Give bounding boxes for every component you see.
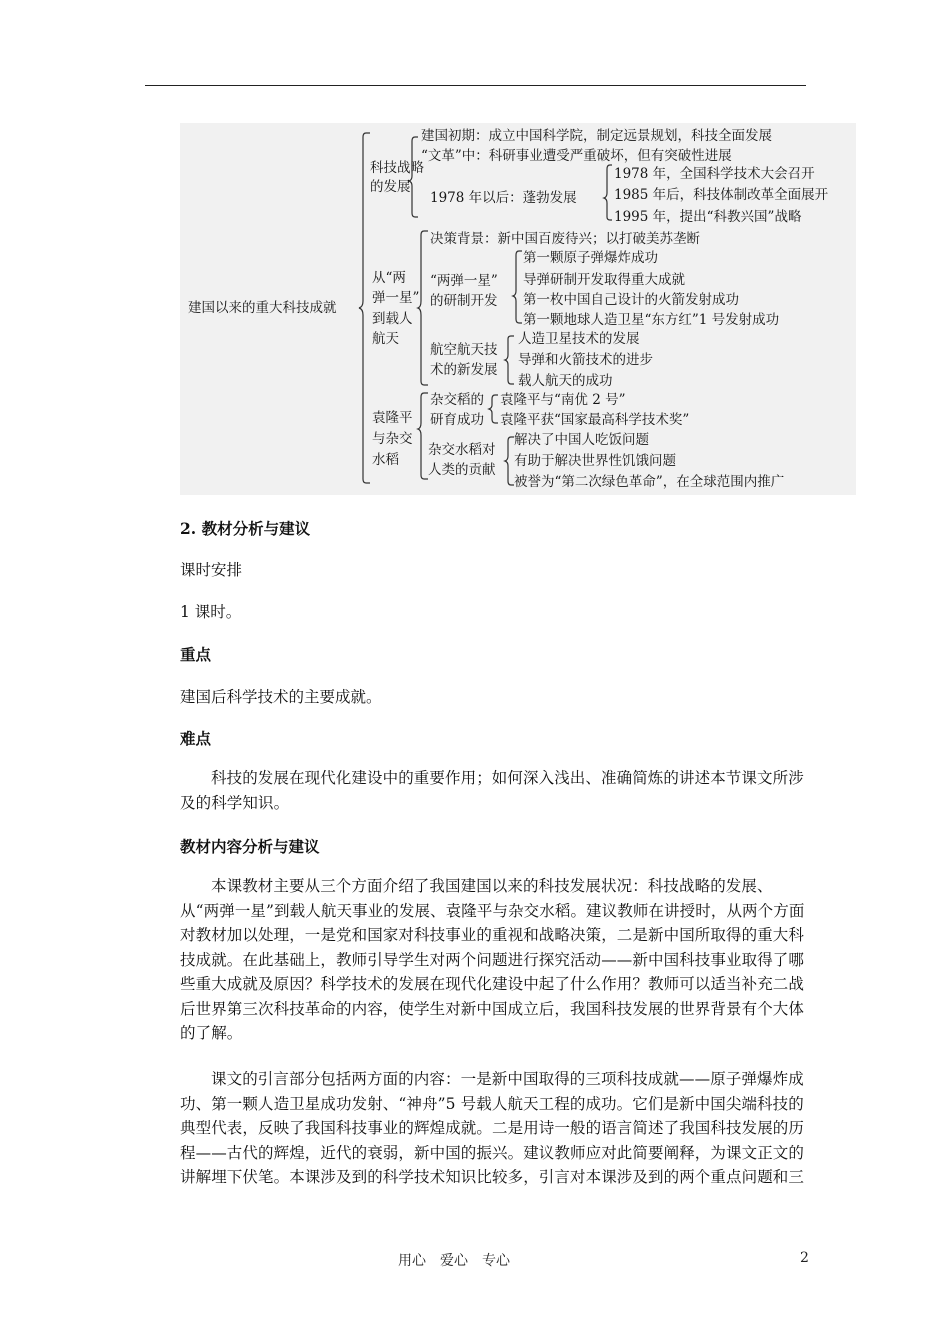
breeding-item-1: 袁隆平与“南优 2 号” <box>500 392 626 408</box>
branch3-label-line3: 水稻 <box>372 452 399 468</box>
aerospace-item-1: 人造卫星技术的发展 <box>518 331 640 347</box>
branch2-item-background: 决策背景：新中国百废待兴；以打破美苏垄断 <box>430 231 700 247</box>
aerospace-item-3: 载人航天的成功 <box>518 373 613 389</box>
contribution-item-2: 有助于解决世界性饥饿问题 <box>514 453 676 469</box>
aerospace-label-line1: 航空航天技 <box>430 342 498 358</box>
contribution-item-3: 被誉为“第二次绿色革命”，在全球范围内推广 <box>514 474 785 490</box>
after1978-item-2: 1985 年后，科技体制改革全面展开 <box>614 187 829 203</box>
contribution-label-line1: 杂交水稻对 <box>428 442 496 458</box>
aerospace-item-2: 导弹和火箭技术的进步 <box>518 352 653 368</box>
after1978-item-3: 1995 年，提出“科教兴国”战略 <box>614 209 802 225</box>
two-bombs-label-line2: 的研制开发 <box>430 293 498 309</box>
header-rule <box>145 85 806 86</box>
key-heading: 重点 <box>180 645 212 664</box>
branch3-brace <box>418 393 428 479</box>
mindmap-root: 建国以来的重大科技成就 <box>188 300 337 316</box>
branch2-label-line3: 到载人 <box>372 311 413 327</box>
content-paragraph-1: 本课教材主要从三个方面介绍了我国建国以来的科技发展状况：科技战略的发展、从“两弹一星”到载人航天事业的发展、袁隆平与杂交水稻。建议教师在讲授时，从两个方面对教材加以处理，一是党和国家对科技事业的重视和战略决策，二是新中国所取得的重大科技成就。在此基础上，教师引导学生对两个问题进行探究活动——新中国科技事业取得了哪些重大成就及原因？科学技术的发展在现代化建设中起了什么作用？教师可以适当补充二战后世界第三次科技革命的内容，使学生对新中国成立后，我国科技发展的世界背景有个大体的了解。 <box>180 877 805 1042</box>
two-bombs-label-line1: “两弹一星” <box>430 273 498 289</box>
difficulty-text: 科技的发展在现代化建设中的重要作用；如何深入浅出、准确简炼的讲述本节课文所涉及的科学知识。 <box>180 769 804 812</box>
two-bombs-item-1: 第一颗原子弹爆炸成功 <box>523 250 658 266</box>
branch1-label-line1: 科技战略 <box>370 160 424 176</box>
branch1-item-early: 建国初期：成立中国科学院，制定远景规划，科技全面发展 <box>421 128 772 144</box>
breeding-label-line1: 杂交稻的 <box>430 392 484 408</box>
branch1-item-after1978: 1978 年以后：蓬勃发展 <box>430 190 577 206</box>
content-paragraph-2: 课文的引言部分包括两方面的内容：一是新中国取得的三项科技成就——原子弹爆炸成功、第一颗人造卫星成功发射、“神舟”5 号载人航天工程的成功。它们是新中国尖端科技的典型代表，反映了我国科技事业的辉煌成就。二是用诗一般的语言简述了我国科技发展的历程——古代的辉煌，近代的衰弱，新中国的振兴。建议教师应对此简要阐释，为课文正文的讲解埋下伏笔。本课涉及到的科学技术知识比较多，引言对本课涉及到的两个重点问题和三 <box>180 1070 805 1186</box>
two-bombs-item-2: 导弹研制开发取得重大成就 <box>523 272 685 288</box>
aerospace-brace <box>505 336 514 384</box>
branch1-item-cultural-revolution: “文革”中：科研事业遭受严重破坏，但有突破性进展 <box>421 148 732 164</box>
two-bombs-brace <box>513 251 522 323</box>
footer-motto: 用心 爱心 专心 <box>398 1253 510 1269</box>
lesson-label: 课时安排 <box>180 561 243 579</box>
breeding-item-2: 袁隆平获“国家最高科学技术奖” <box>500 412 690 428</box>
section-heading: 2. 教材分析与建议 <box>180 519 311 538</box>
branch2-label-line4: 航天 <box>372 331 399 347</box>
root-brace <box>359 133 370 483</box>
breeding-label-line2: 研育成功 <box>430 412 484 428</box>
page-number: 2 <box>800 1250 809 1266</box>
mindmap-diagram <box>180 123 856 495</box>
branch2-label-line2: 弹一星” <box>372 290 420 306</box>
after1978-item-1: 1978 年，全国科学技术大会召开 <box>614 166 815 182</box>
contribution-brace <box>505 437 514 485</box>
two-bombs-item-4: 第一颗地球人造卫星“东方红”1 号发射成功 <box>523 312 780 328</box>
aerospace-label-line2: 术的新发展 <box>430 362 498 378</box>
branch3-label-line1: 袁隆平 <box>372 410 413 426</box>
lesson-value: 1 课时。 <box>180 603 242 621</box>
contribution-label-line2: 人类的贡献 <box>428 462 496 478</box>
branch2-brace <box>418 231 428 385</box>
breeding-brace <box>489 395 498 423</box>
difficulty-heading: 难点 <box>180 729 212 748</box>
key-text: 建国后科学技术的主要成就。 <box>180 688 382 706</box>
contribution-item-1: 解决了中国人吃饭问题 <box>514 432 649 448</box>
branch3-label-line2: 与杂交 <box>372 431 413 447</box>
branch2-label-line1: 从“两 <box>372 270 406 286</box>
sub1978-brace <box>604 165 612 220</box>
content-heading: 教材内容分析与建议 <box>180 837 320 856</box>
two-bombs-item-3: 第一枚中国自己设计的火箭发射成功 <box>523 292 739 308</box>
branch1-label-line2: 的发展 <box>370 179 411 195</box>
